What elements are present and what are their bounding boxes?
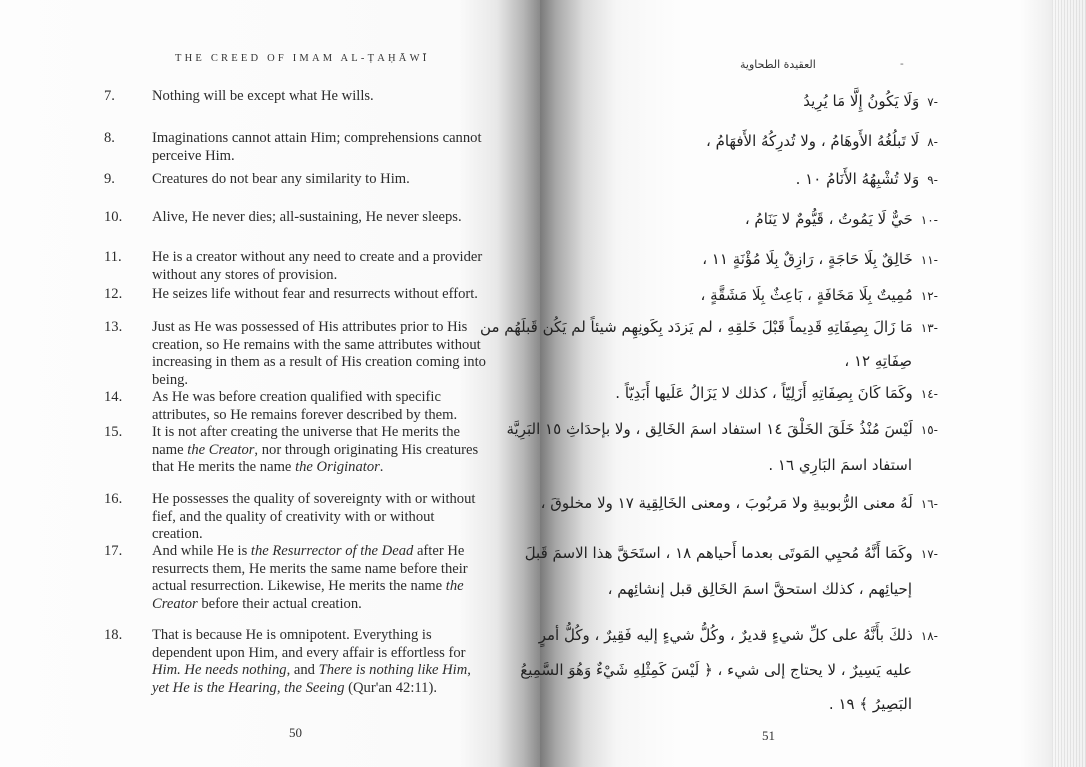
italic-phrase: yet He is the Hearing, the Seeing bbox=[152, 679, 345, 696]
arabic-text: مُمِيتٌ بِلَا مَخَافَةٍ ، بَاعِثٌ بِلَا مَشَقَّةٍ ، bbox=[700, 286, 913, 304]
arabic-line bbox=[615, 384, 938, 402]
arabic-item-number: -١٠ bbox=[920, 213, 938, 227]
arabic-line bbox=[796, 170, 938, 188]
arabic-item-number: -١٤ bbox=[920, 387, 938, 401]
arabic-line bbox=[701, 286, 938, 304]
item-text bbox=[152, 249, 487, 284]
arabic-item-number: -١٥ bbox=[920, 423, 938, 437]
text-segment: He possesses the quality of sovereignty with or without fief, and the quality of creativity with or without creation. bbox=[152, 491, 476, 543]
arabic-text: وكَمَا كَانَ بِصِفَاتِهِ أَزَلِيّاً ، كذلك لا يَزَالُ عَلَيها أَبَدِيّاً . bbox=[615, 384, 913, 402]
arabic-item-number: -١٧ bbox=[920, 547, 938, 561]
item-number: 15. bbox=[104, 424, 123, 440]
arabic-line bbox=[803, 92, 938, 110]
header-mark: - bbox=[900, 57, 904, 70]
arabic-line bbox=[507, 420, 938, 438]
item-text bbox=[152, 88, 487, 106]
arabic-text: وَلا تُشْبِهُهُ الأَنَامُ ١٠ . bbox=[795, 170, 920, 188]
item-number: 9. bbox=[104, 171, 115, 187]
arabic-text: إحيائِهم ، كذلك استحقَّ اسمَ الخَالِق قبل إنشائِهم ، bbox=[607, 580, 912, 598]
item-text bbox=[152, 319, 487, 389]
item-number: 12. bbox=[104, 286, 123, 302]
arabic-item-number: -١٢ bbox=[920, 289, 938, 303]
arabic-text: لَا تَبلُغُهُ الأَوهَامُ ، ولا تُدرِكُهُ الأَفهَامُ ، bbox=[705, 132, 920, 150]
arabic-text: البَصِيرُ ﴾ ١٩ . bbox=[828, 695, 912, 713]
item-text bbox=[152, 209, 487, 227]
arabic-item-number: -٨ bbox=[927, 135, 938, 149]
arabic-line bbox=[541, 494, 938, 512]
item-number: 10. bbox=[104, 209, 123, 225]
item-number: 8. bbox=[104, 130, 115, 146]
item-text bbox=[152, 130, 487, 165]
arabic-text: لَيْسَ مُنْذُ خَلَقَ الخَلْقَ ١٤ استفاد اسمَ الخَالِق ، ولا بإحدَاثِ ١٥ البَرِيَّة bbox=[506, 420, 913, 438]
item-number: 17. bbox=[104, 543, 123, 559]
italic-phrase: There is nothing like Him bbox=[318, 662, 468, 679]
italic-phrase: the Creator bbox=[187, 441, 255, 458]
item-number: 16. bbox=[104, 491, 123, 507]
arabic-item-number: -٩ bbox=[927, 173, 938, 187]
text-segment: It is not after creating the universe that He merits the name bbox=[152, 424, 460, 458]
page-number-left: 50 bbox=[289, 725, 302, 740]
text-segment: He is a creator without any need to create and a provider without any stores of provision. bbox=[152, 249, 483, 283]
text-segment: after He resurrects them, He merits the same name before their actual resurrection. Likewise, He merits the name bbox=[152, 543, 468, 595]
item-text bbox=[152, 424, 487, 477]
page-number-right: 51 bbox=[762, 728, 775, 743]
running-head-arabic: العقيدة الطحاوية bbox=[740, 58, 816, 71]
item-number: 7. bbox=[104, 88, 115, 104]
arabic-item-number: -٧ bbox=[927, 95, 938, 109]
text-segment: And while He is bbox=[152, 543, 251, 559]
item-number: 11. bbox=[104, 249, 122, 265]
italic-phrase: the Creator bbox=[152, 578, 464, 612]
arabic-line bbox=[480, 318, 938, 336]
text-segment: That is because He is omnipotent. Everything is dependent upon Him, and every affair is effortless for bbox=[152, 627, 466, 661]
text-segment: , and bbox=[286, 662, 319, 679]
text-segment: As He was before creation qualified with specific attributes, so He remains forever described by them. bbox=[152, 389, 458, 423]
item-text bbox=[152, 491, 487, 544]
item-number: 18. bbox=[104, 627, 123, 643]
text-segment: before their actual creation. bbox=[197, 595, 362, 612]
item-number: 13. bbox=[104, 319, 123, 335]
arabic-text: حَيٌّ لَا يَمُوتُ ، قَيُّومٌ لا يَنَامُ ، bbox=[744, 210, 913, 228]
arabic-line bbox=[829, 695, 912, 713]
text-segment: Imaginations cannot attain Him; comprehensions cannot perceive Him. bbox=[152, 130, 482, 164]
arabic-line bbox=[745, 210, 938, 228]
arabic-line bbox=[702, 250, 938, 268]
arabic-line bbox=[844, 352, 912, 370]
item-text bbox=[152, 543, 487, 613]
arabic-item-number: -١٣ bbox=[920, 321, 938, 335]
arabic-text: وَلَا يَكُونُ إِلَّا مَا يُرِيدُ bbox=[803, 92, 920, 110]
arabic-line bbox=[539, 626, 938, 644]
arabic-text: خَالِقٌ بِلَا حَاجَةٍ ، رَازِقٌ بِلَا مُؤْنَةٍ ١١ ، bbox=[702, 250, 913, 268]
text-segment: . bbox=[379, 459, 384, 476]
arabic-text: مَا زَالَ بِصِفَاتِهِ قَدِيماً قَبْلَ خَلقِهِ ، لم يَزدَد بِكَونِهِم شيئاً لم يَكُن قَبلَهُم من bbox=[480, 318, 913, 336]
arabic-text: صِفَاتِهِ ١٢ ، bbox=[844, 352, 912, 370]
arabic-text: وكَمَا أَنَّهُ مُحيِي المَوتَى بعدما أَحياهم ١٨ ، استَحَقَّ هذا الاسمَ قَبلَ bbox=[524, 544, 913, 562]
arabic-text: استفاد اسمَ البَارِي ١٦ . bbox=[768, 456, 912, 474]
arabic-text: لَهُ معنى الرُّبوبيةِ ولا مَربُوبَ ، ومعنى الخَالِقِية ١٧ ولا مخلوقَ ، bbox=[540, 494, 913, 512]
page-edges bbox=[1052, 0, 1086, 767]
text-segment: Just as He was possessed of His attributes prior to His creation, so He remains with the same attributes without increasing in them as a result of His creation coming into being. bbox=[152, 319, 486, 388]
arabic-item-number: -١٨ bbox=[920, 629, 938, 643]
text-segment: (Qur'an 42:11). bbox=[344, 679, 437, 696]
running-head-english: THE CREED OF IMAM AL-ṬAḤĀWĪ bbox=[175, 53, 430, 64]
text-segment: , bbox=[467, 662, 471, 679]
item-text bbox=[152, 389, 487, 424]
text-segment: Nothing will be except what He wills. bbox=[152, 88, 374, 104]
item-text bbox=[152, 627, 487, 697]
arabic-line bbox=[520, 661, 912, 679]
arabic-item-number: -١١ bbox=[920, 253, 938, 267]
text-segment: , nor through originating His creatures that He merits the name bbox=[152, 441, 479, 476]
arabic-text: عليه يَسِيرٌ ، لا يحتاج إلى شيء ، ﴿ لَيْسَ كَمِثْلِهِ شَيْءٌ وَهُوَ السَّمِيعُ bbox=[520, 661, 912, 679]
italic-phrase: the Resurrector of the Dead bbox=[250, 543, 414, 559]
italic-phrase: the Originator bbox=[295, 459, 380, 476]
arabic-item-number: -١٦ bbox=[920, 497, 938, 511]
arabic-line bbox=[608, 580, 912, 598]
arabic-line bbox=[768, 456, 912, 474]
item-text bbox=[152, 286, 487, 304]
item-number: 14. bbox=[104, 389, 123, 405]
italic-phrase: Him. He needs nothing bbox=[152, 662, 287, 679]
text-segment: Creatures do not bear any similarity to Him. bbox=[152, 171, 410, 187]
text-segment: Alive, He never dies; all-sustaining, He never sleeps. bbox=[152, 209, 462, 225]
text-segment: He seizes life without fear and resurrects without effort. bbox=[152, 286, 478, 302]
arabic-line bbox=[525, 544, 938, 562]
item-text bbox=[152, 171, 487, 189]
arabic-text: ذلكَ بأَنَّهُ على كلِّ شيءٍ قديرٌ ، وكُلُّ شيءٍ إليه فَقِيرٌ ، وكُلُّ أمرٍ bbox=[538, 626, 913, 644]
arabic-line bbox=[706, 132, 938, 150]
